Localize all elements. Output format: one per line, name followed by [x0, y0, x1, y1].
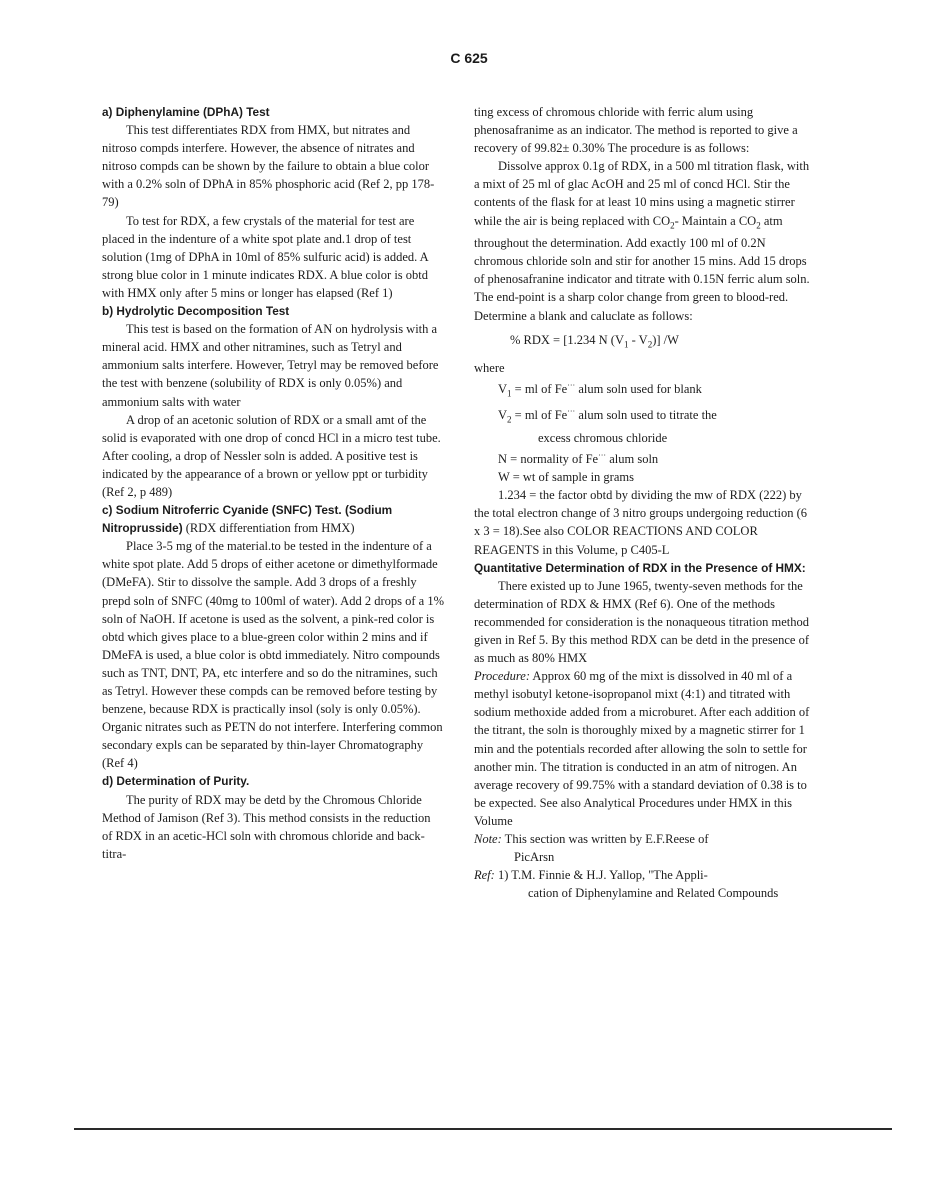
quantitative-heading: Quantitative Determination of RDX in the Presence of HMX:	[474, 560, 806, 575]
reference-line	[474, 866, 816, 884]
section-c-heading-bold: c) Sodium Nitroferric Cyanide (SNFC) Test. (Sodium Nitroprusside)	[102, 503, 393, 536]
note-line	[474, 830, 816, 848]
section-c-paragraph-1: Place 3-5 mg of the material.to be tested in the indenture of a white spot plate. Add 5 drops of either acetone or dimethylformade (DMeFA). Stir to dissolve the sample. Add 3 drops of a freshly prepd soln of SNFC (40mg to 100ml of water). Add 2 drops of a 1% soln of NaOH. If acetone is used as the solvent, a pink-red color is obtd which gives place to a blue-green color within 2 mins and if DMeFA is used, a blue color is obtd immediately. Nitro compounds such as TNT, DNT, PA, etc interfere and so do the nitramines, such as Tetryl. However these compds can be removed before testing by benzene, because RDX is practically insol (soly is only 0.05%). Organic nitrates such as PETN do not interfere. Interfering common secondary expls can be separated by thin-layer Chromatography (Ref 4)	[102, 539, 444, 771]
purity-paragraph-continued: ting excess of chromous chloride with ferric alum using phenosafranime as an indicator. The method is reported to give a recovery of 99.82± 0.30% The procedure is as follows:	[474, 105, 798, 156]
procedure-hmx-text: Approx 60 mg of the mixt is dissolved in 40 ml of a methyl isobutyl ketone-isopropanol mixt (4:1) and titrated with sodium methoxide added from a microburet. After each addition of the titrant, the soln is thoroughly mixed by a magnetic stirrer for 1 min and the potentials recorded after allowing the soln to settle for another min. The titration is conducted in an atm of nitrogen. An average recovery of 99.75% with a standard deviation of 0.38 is to be expected. See also Analytical Procedures under HMX in this Volume	[474, 669, 810, 828]
v1-subscript: 1	[507, 388, 512, 399]
formula-part-1: % RDX = [1.234 N (V	[510, 332, 624, 347]
definition-n	[498, 447, 816, 468]
co2-subscript-1: 2	[670, 220, 675, 231]
bottom-rule	[74, 1128, 892, 1130]
right-column	[474, 103, 816, 902]
factor-paragraph: 1.234 = the factor obtd by dividing the mw of RDX (222) by the total electron change of 3 nitro groups undergoing reduction (6 x 3 = 18).See also COLOR REACTIONS AND COLOR REAGENTS in this Volume, p C405-L	[474, 488, 808, 557]
reference-continued: cation of Diphenylamine and Related Compounds	[528, 886, 779, 901]
co2-subscript-2: 2	[756, 220, 761, 231]
procedure-hmx-paragraph	[474, 667, 816, 830]
section-a-paragraph-2: To test for RDX, a few crystals of the material for test are placed in the indenture of a white spot plate and.1 drop of test solution (1mg of DPhA in 10ml of 85% sulfuric acid) is added. A strong blue color in 1 minute indicates RDX. A blue color is obtd with HMX only after 5 mins or longer has elapsed (Ref 1)	[102, 213, 429, 300]
procedure-label: Procedure:	[474, 669, 530, 684]
quantitative-paragraph: There existed up to June 1965, twenty-seven methods for the determination of RDX & HMX (Ref 6). One of the methods recommended for consideration is the nonaqueous titration method given in Ref 5. By this method RDX can be detd in the presence of as much as 80% HMX	[474, 578, 809, 666]
definition-v1	[498, 377, 816, 403]
left-column	[102, 103, 444, 863]
formula-part-2: - V	[628, 332, 648, 347]
section-c-heading-tail: (RDX differentiation from HMX)	[182, 521, 355, 536]
v1-text-1: = ml of Fe	[511, 382, 568, 397]
section-b-heading: b) Hydrolytic Decomposition Test	[102, 304, 290, 319]
v2-symbol: V	[498, 408, 508, 423]
reference-label: Ref:	[474, 868, 495, 883]
note-label: Note:	[474, 832, 502, 847]
v1-text-2: alum soln used for blank	[575, 382, 702, 397]
section-a-paragraph-1: This test differentiates RDX from HMX, but nitrates and nitroso compds interfere. However, the absence of nitrates and nitroso compds can be shown by the failure to obtain a blue color with a 0.2% soln of DPhA in 85% phosphoric acid (Ref 2, pp 178-79)	[102, 123, 435, 210]
v2-subscript: 2	[507, 414, 512, 425]
definition-v2	[498, 403, 816, 429]
section-b-paragraph-2: A drop of an acetonic solution of RDX or a small amt of the solid is evaporated with one drop of concd HCl in a micro test tube. After cooling, a drop of Nessler soln is added. A positive test is indicated by the appearance of a brown or yellow ppt or turbidity (Ref 2, p 489)	[102, 412, 441, 499]
definition-v2-continued: excess chromous chloride	[538, 430, 668, 445]
n-text-1: N = normality of Fe	[498, 452, 599, 467]
where-label: where	[474, 361, 505, 376]
reference-text: 1) T.M. Finnie & H.J. Yallop, "The Appli-	[494, 868, 708, 883]
definition-w: W = wt of sample in grams	[498, 470, 634, 485]
v1-symbol: V	[498, 382, 508, 397]
formula-part-3: )] /W	[652, 332, 679, 347]
note-continued: PicArsn	[514, 850, 555, 865]
v1-superscript: ···	[567, 381, 576, 391]
procedure-paragraph	[474, 157, 816, 324]
section-d-paragraph-1: The purity of RDX may be detd by the Chromous Chloride Method of Jamison (Ref 3). This method consists in the reduction of RDX in an acetic-HCl soln with chromous chloride and back-titra-	[102, 792, 431, 861]
procedure-text-1: Dissolve approx 0.1g of RDX, in a 500 ml titration flask, with a mixt of 25 ml of glac AcOH and 25 ml of concd HCl. Stir the contents of the flask for at least 10 mins using a magnetic stirrer while the air is being replaced with CO	[474, 159, 810, 228]
formula-sub-2: 2	[647, 339, 653, 350]
section-d-heading: d) Determination of Purity.	[102, 774, 250, 789]
formula-sub-1: 1	[623, 339, 629, 350]
procedure-text-2: - Maintain a CO	[674, 213, 757, 228]
n-superscript: ···	[598, 450, 607, 460]
section-b-paragraph-1: This test is based on the formation of AN on hydrolysis with a mineral acid. HMX and other nitramines, such as Tetryl and ammonium salts interfere. However, Tetryl may be removed before the test with benzene (solubility of RDX is only 0.05%) and ammonium salts with water	[102, 322, 439, 409]
v2-superscript: ···	[567, 407, 576, 417]
v2-text-2: alum soln used to titrate the	[575, 408, 717, 423]
note-text: This section was written by E.F.Reese of	[501, 832, 709, 847]
rdx-formula	[510, 331, 816, 354]
section-c-heading	[102, 501, 444, 537]
procedure-text-3: atm throughout the determination. Add exactly 100 ml of 0.2N chromous chloride soln and stir for another 15 mins. Add 15 drops of phenosafranine indicator and titrate with 0.15N ferric alum soln. The end-point is a sharp color change from green to blood-red. Determine a blank and caluclate as follows:	[474, 213, 810, 323]
n-text-2: alum soln	[606, 452, 659, 467]
v2-text-1: = ml of Fe	[511, 408, 568, 423]
page-number: C 625	[450, 50, 488, 66]
section-a-heading: a) Diphenylamine (DPhA) Test	[102, 105, 270, 119]
